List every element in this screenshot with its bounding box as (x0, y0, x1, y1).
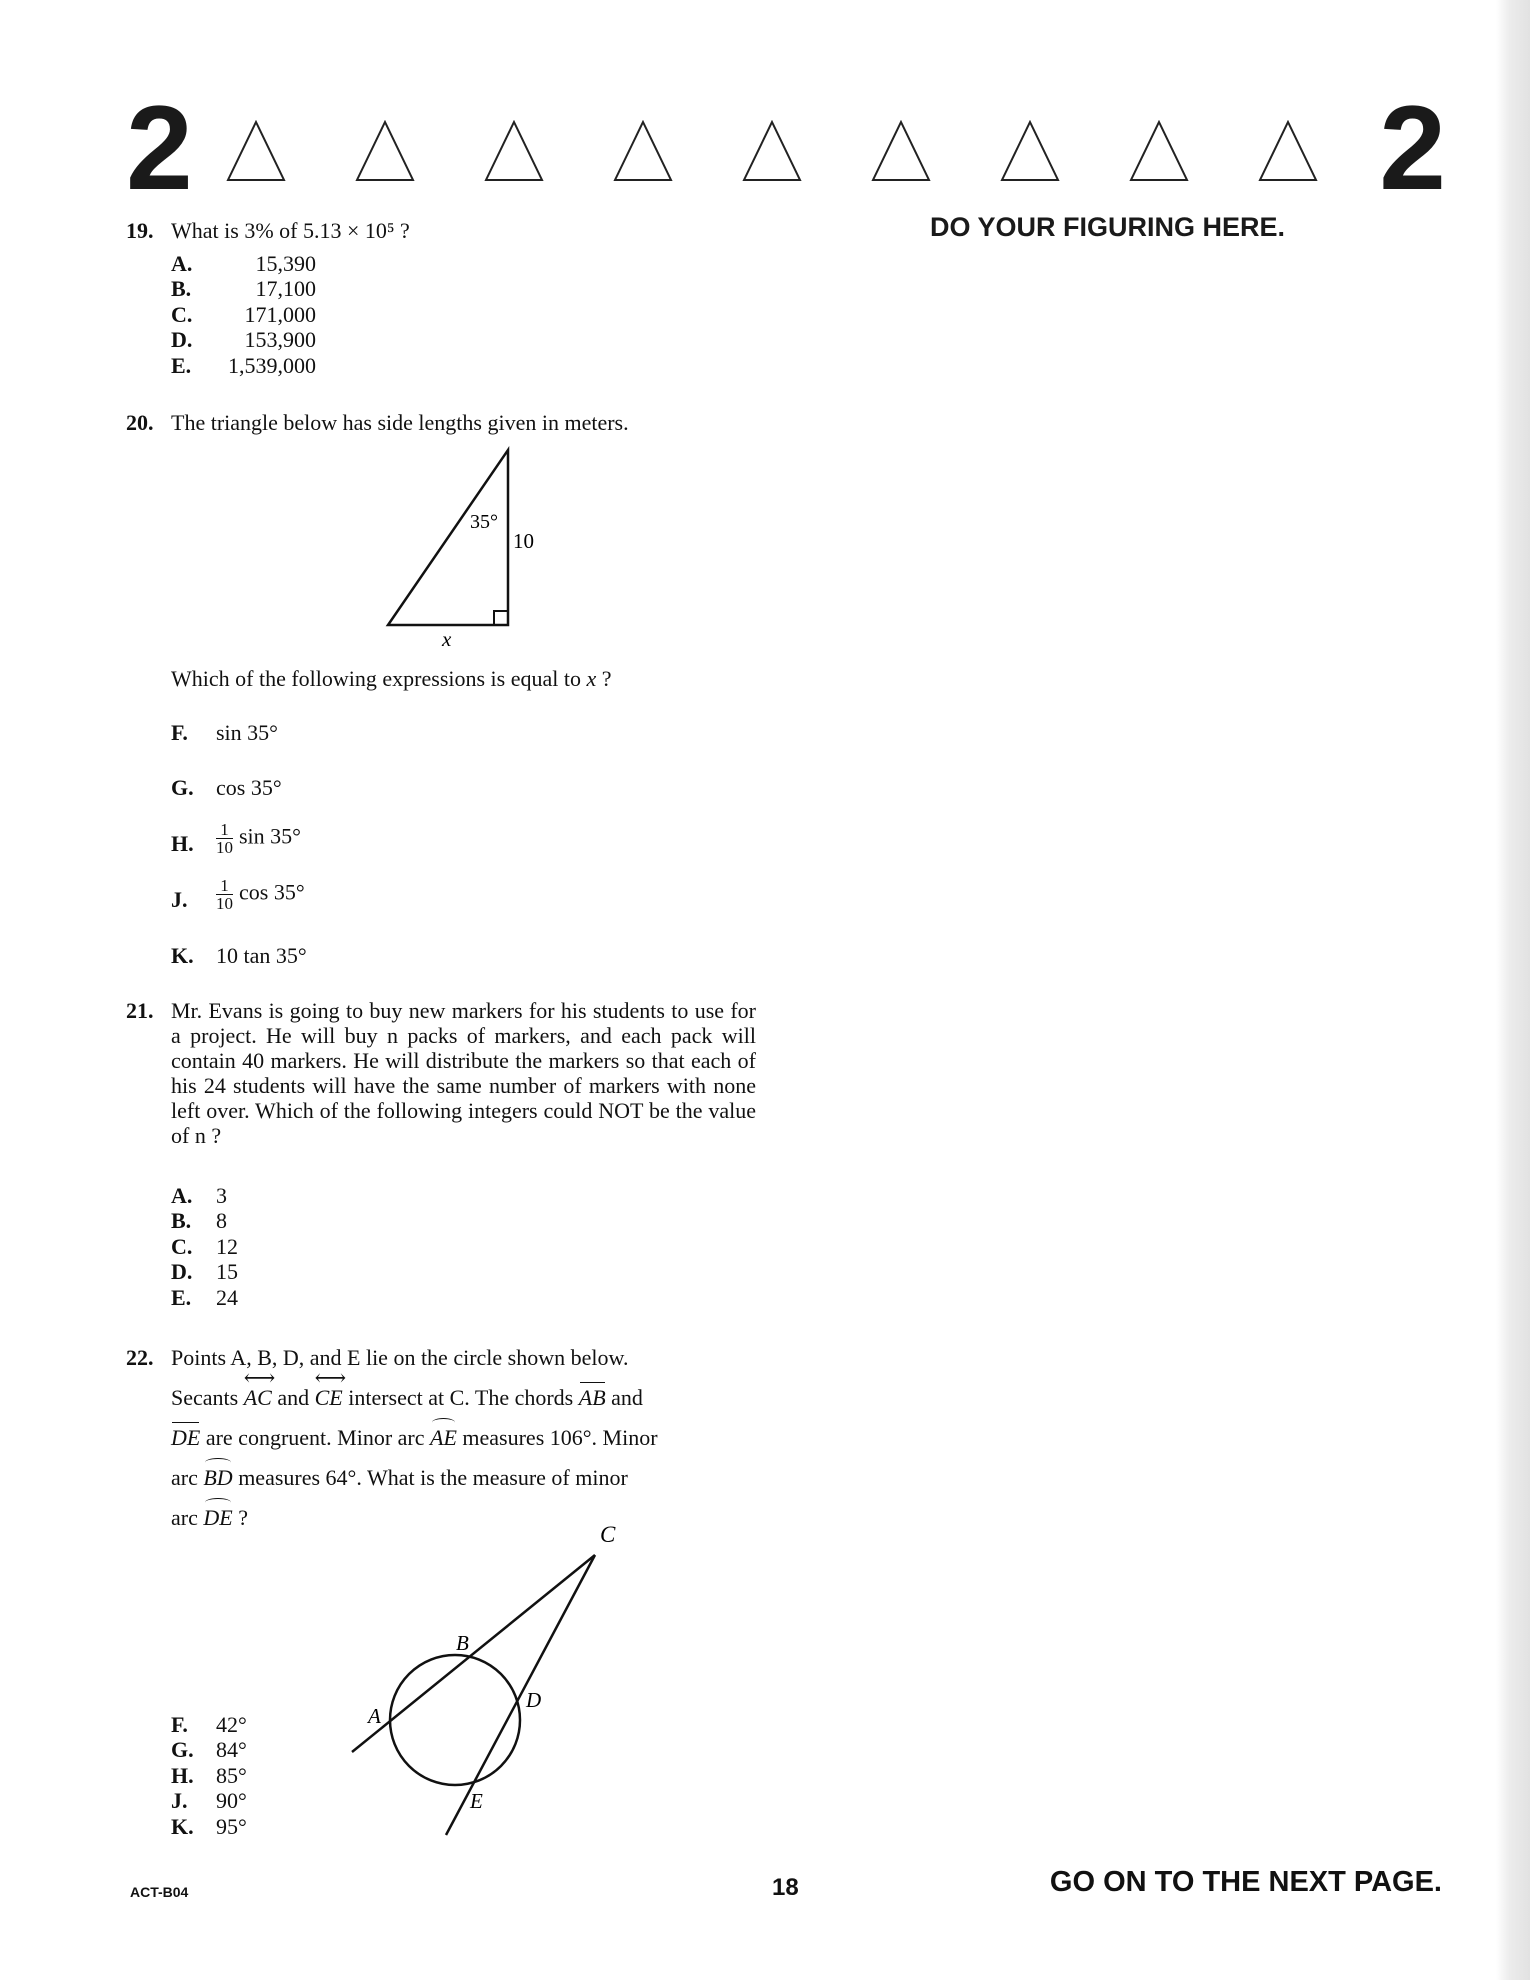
choice-value: 153,900 (244, 327, 316, 353)
choice-letter: C. (171, 301, 193, 327)
question-text: The triangle below has side lengths given in meters. (171, 410, 629, 435)
choice-value: sin 35° (239, 823, 301, 849)
choice-value: 42° (216, 1712, 247, 1737)
page-edge (1496, 0, 1530, 1980)
answer-choice[interactable] (171, 1208, 291, 1233)
section-header (126, 81, 1446, 215)
secant-ce: ⟷ CE (315, 1385, 343, 1410)
question-line-2 (171, 1385, 756, 1410)
answer-choice[interactable] (171, 775, 471, 800)
answer-choice[interactable] (171, 1183, 291, 1208)
choice-value: 1,539,000 (228, 352, 316, 378)
point-label-a: A (368, 1704, 381, 1728)
choice-letter: H. (171, 831, 194, 856)
question-text: What is 3% of 5.13 × 10⁵ ? (171, 218, 410, 243)
base-label: x (442, 627, 452, 650)
question-20-choice-g (171, 775, 471, 800)
point-label-d: D (526, 1688, 542, 1712)
circle-secant-figure (340, 1520, 640, 1840)
question-20-choices (171, 720, 471, 745)
choice-value: 24 (216, 1284, 238, 1310)
question-20-prompt (171, 666, 771, 691)
choice-value: 17,100 (255, 276, 316, 302)
answer-choice[interactable] (171, 353, 371, 378)
choice-letter: G. (171, 775, 194, 800)
line-text: intersect at C. The chords (348, 1385, 574, 1410)
choice-letter: H. (171, 1762, 194, 1788)
answer-choice[interactable] (171, 1788, 311, 1813)
point-label-e: E (470, 1789, 483, 1813)
choice-value: 15 (216, 1259, 238, 1285)
triangle-icon (226, 120, 286, 182)
triangle-icon (742, 120, 802, 182)
point-label-c: C (600, 1522, 616, 1547)
arc-bd: BD (203, 1465, 233, 1490)
line-text: and (277, 1385, 310, 1410)
triangle-icon (1258, 120, 1318, 182)
fraction (216, 877, 233, 912)
choice-value: 84° (216, 1737, 247, 1763)
question-number: 21. (126, 998, 154, 1023)
choice-value: cos 35° (239, 879, 305, 905)
chord-ab: AB (578, 1385, 606, 1410)
choice-letter: G. (171, 1737, 194, 1763)
question-line-4 (171, 1465, 756, 1490)
answer-choice[interactable] (171, 1259, 291, 1284)
answer-choice[interactable] (171, 720, 471, 745)
question-20-choice-h (171, 820, 471, 865)
choice-value: 15,390 (255, 251, 316, 276)
prompt-text: Which of the following expressions is equal to (171, 666, 587, 691)
answer-choices (171, 1183, 291, 1310)
figuring-label: DO YOUR FIGURING HERE. (930, 212, 1286, 242)
choice-value: 12 (216, 1233, 238, 1259)
choice-letter: K. (171, 943, 194, 968)
numerator: 1 (216, 821, 233, 839)
answer-choice[interactable] (171, 1234, 291, 1259)
line-text: arc (171, 1505, 198, 1530)
choice-value: sin 35° (216, 720, 278, 745)
prompt-variable: x (586, 666, 597, 691)
choice-letter: D. (171, 327, 193, 353)
question-20-choice-j (171, 876, 471, 921)
answer-choice[interactable] (171, 276, 371, 301)
choice-value: 90° (216, 1788, 247, 1814)
choice-value: 171,000 (244, 301, 316, 327)
choice-letter: B. (171, 276, 192, 302)
chord-de: DE (171, 1425, 201, 1450)
choice-letter: F. (171, 720, 188, 745)
question-text: Mr. Evans is going to buy new markers for his students to use for a project. He will buy n packs of markers, and each pack will contain 40 markers. He will distribute the markers so that each of his 24 students will have the same number of markers with none left over. Which of the following integers could NOT be the value of n ? (171, 998, 756, 1148)
page-number: 18 (772, 1874, 799, 1901)
triangle-icon (871, 120, 931, 182)
choice-value: 3 (216, 1183, 227, 1208)
question-line-3 (171, 1425, 756, 1450)
question-22-choices (171, 1712, 311, 1839)
answer-choice[interactable] (171, 327, 371, 352)
arc-ae: AE (430, 1425, 457, 1450)
choice-letter: E. (171, 352, 192, 378)
choice-letter: A. (171, 1183, 193, 1208)
choice-letter: E. (171, 1284, 192, 1310)
question-number: 20. (126, 410, 154, 435)
secant-ac: ⟷ AC (244, 1385, 272, 1410)
arc-de: DE (203, 1505, 233, 1530)
choice-letter: F. (171, 1712, 188, 1737)
choice-letter: A. (171, 251, 193, 276)
question-line-1: Points A, B, D, and E lie on the circle shown below. (171, 1345, 629, 1370)
line-text: measures 64°. What is the measure of minor (238, 1465, 628, 1490)
choice-letter: J. (171, 887, 188, 912)
angle-label: 35° (470, 511, 498, 533)
line-text: are congruent. Minor arc (205, 1425, 425, 1450)
next-page-label: GO ON TO THE NEXT PAGE. (1049, 1866, 1442, 1898)
choice-value: 10 tan 35° (216, 943, 307, 968)
answer-choices (171, 251, 371, 378)
fraction (216, 821, 233, 856)
answer-choice[interactable] (171, 820, 471, 865)
triangle-icon (1000, 120, 1060, 182)
question-number: 19. (126, 218, 154, 243)
prompt-end: ? (596, 666, 612, 691)
answer-choice[interactable] (171, 1814, 311, 1839)
choice-letter: J. (171, 1788, 188, 1814)
answer-choice[interactable] (171, 1712, 311, 1737)
question-22 (126, 1345, 766, 1530)
line-text: ? (238, 1505, 248, 1530)
triangle-icon (613, 120, 673, 182)
line-text: Secants (171, 1385, 239, 1410)
question-20-choice-k (171, 943, 471, 968)
choice-letter: B. (171, 1208, 192, 1234)
choice-value: 8 (216, 1208, 227, 1234)
triangle-icon (355, 120, 415, 182)
answer-choice[interactable] (171, 1763, 311, 1788)
choice-value: 95° (216, 1813, 247, 1839)
triangle-icon (484, 120, 544, 182)
section-number-right: 2 (1379, 81, 1446, 215)
answer-choice[interactable] (171, 876, 471, 921)
line-text: and (611, 1385, 643, 1410)
choice-letter: C. (171, 1233, 193, 1259)
right-triangle-figure (380, 440, 560, 650)
answer-choice[interactable] (171, 251, 371, 276)
choice-value: 85° (216, 1762, 247, 1788)
line-text: arc (171, 1465, 198, 1490)
line-text: measures 106°. Minor (462, 1425, 658, 1450)
point-label-b: B (456, 1631, 469, 1655)
section-number-left: 2 (126, 81, 193, 215)
numerator: 1 (216, 877, 233, 895)
triangle-icon (1129, 120, 1189, 182)
question-number: 22. (126, 1345, 154, 1370)
denominator: 10 (216, 894, 233, 913)
triangle-row (226, 120, 1356, 190)
answer-choice[interactable] (171, 943, 471, 968)
choice-letter: K. (171, 1813, 194, 1839)
answer-choice[interactable] (171, 1285, 291, 1310)
answer-choice[interactable] (171, 302, 371, 327)
answer-choice[interactable] (171, 1737, 311, 1762)
denominator: 10 (216, 838, 233, 857)
choice-value: cos 35° (216, 775, 282, 800)
choice-letter: D. (171, 1259, 193, 1285)
footer-code: ACT-B04 (130, 1884, 189, 1900)
side-label: 10 (513, 529, 534, 553)
